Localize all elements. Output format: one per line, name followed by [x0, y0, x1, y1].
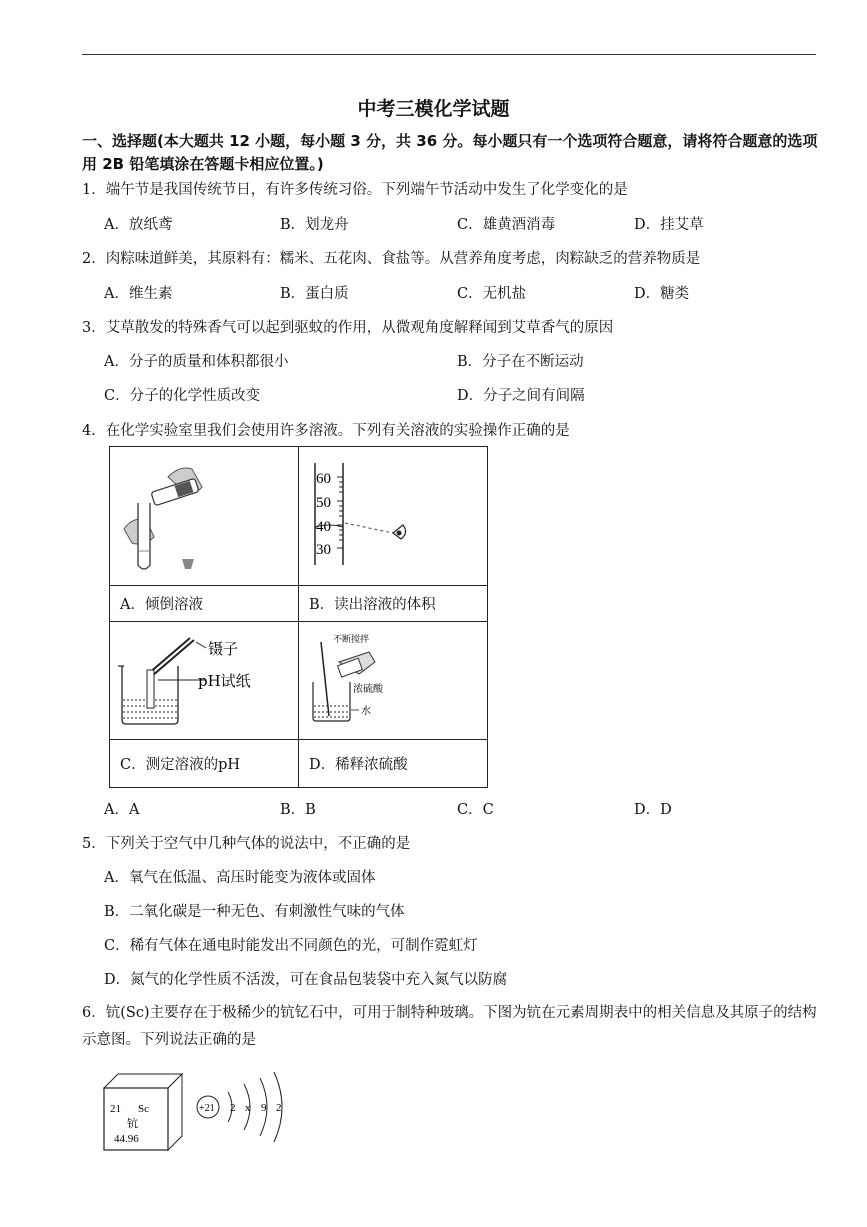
shell-2: x: [245, 1102, 251, 1114]
label-ph-paper: pH试纸: [198, 672, 251, 690]
nucleus-charge: +21: [199, 1103, 215, 1114]
figure-label-b: B．读出溶液的体积: [299, 586, 488, 622]
q1-option-a[interactable]: A．放纸鸢: [104, 217, 173, 233]
figure-label-d: D．稀释浓硫酸: [299, 740, 488, 788]
q2-option-c[interactable]: C．无机盐: [457, 286, 527, 302]
cylinder-tick-40: 40: [316, 519, 331, 535]
shell-3: 9: [261, 1102, 267, 1114]
figure-label-a: A．倾倒溶液: [110, 586, 299, 622]
q4-figure-table: [109, 446, 488, 788]
question-4-stem: 4．在化学实验室里我们会使用许多溶液。下列有关溶液的实验操作正确的是: [82, 423, 570, 439]
q3-option-c[interactable]: C．分子的化学性质改变: [104, 388, 261, 404]
q1-option-d[interactable]: D．挂艾草: [634, 217, 704, 233]
cylinder-tick-50: 50: [316, 495, 331, 511]
figure-b-cylinder: [299, 447, 488, 586]
q4-option-c[interactable]: C．C: [457, 802, 494, 818]
q4-option-b[interactable]: B．B: [280, 802, 316, 818]
question-2-stem: 2．肉粽味道鲜美，其原料有：糯米、五花肉、食盐等。从营养角度考虑，肉粽缺乏的营养物质是: [82, 251, 701, 267]
figure-c-ph: [110, 622, 299, 740]
element-name: 钪: [127, 1117, 138, 1130]
figure-d-dilute: [299, 622, 488, 740]
label-conc-acid: 浓硫酸: [353, 684, 383, 695]
question-5-stem: 5．下列关于空气中几种气体的说法中，不正确的是: [82, 836, 411, 852]
question-1-stem: 1．端午节是我国传统节日，有许多传统习俗。下列端午节活动中发生了化学变化的是: [82, 182, 628, 198]
scandium-figure: [100, 1070, 300, 1152]
q2-option-d[interactable]: D．糖类: [634, 286, 690, 302]
q3-option-b[interactable]: B．分子在不断运动: [457, 354, 584, 370]
q3-option-d[interactable]: D．分子之间有间隔: [457, 388, 585, 404]
q2-option-b[interactable]: B．蛋白质: [280, 286, 349, 302]
label-water: 水: [361, 706, 371, 717]
question-6-stem: 6．钪(Sc)主要存在于极稀少的钪钇石中，可用于制特种玻璃。下图为钪在元素周期表中的相关信息及其原子的结构示意图。下列说法正确的是: [82, 1005, 817, 1048]
page-title: 中考三模化学试题: [357, 98, 510, 120]
shell-4: 2: [276, 1102, 282, 1114]
label-stir: 不断搅拌: [333, 635, 370, 645]
cylinder-tick-60: 60: [316, 471, 331, 487]
q1-option-c[interactable]: C．雄黄酒消毒: [457, 217, 556, 233]
q5-option-d[interactable]: D．氮气的化学性质不活泼，可在食品包装袋中充入氮气以防腐: [104, 972, 508, 988]
cylinder-tick-30: 30: [316, 542, 331, 558]
figure-label-c: C．测定溶液的pH: [110, 740, 299, 788]
element-number: 21: [110, 1103, 121, 1115]
label-tweezers: 镊子: [208, 640, 239, 658]
q2-option-a[interactable]: A．维生素: [104, 286, 173, 302]
q1-option-b[interactable]: B．划龙舟: [280, 217, 349, 233]
element-symbol: Sc: [138, 1103, 149, 1115]
element-mass: 44.96: [114, 1133, 139, 1145]
q5-option-b[interactable]: B．二氧化碳是一种无色、有刺激性气味的气体: [104, 904, 405, 920]
q4-option-d[interactable]: D．D: [634, 802, 672, 818]
section-heading: 一、选择题(本大题共 12 小题，每小题 3 分，共 36 分。每小题只有一个选项符合题意，请将符合题意的选项用 2B 铅笔填涂在答题卡相应位置。): [82, 132, 818, 173]
q5-option-c[interactable]: C．稀有气体在通电时能发出不同颜色的光，可制作霓虹灯: [104, 938, 478, 954]
header-rule: [82, 54, 816, 55]
q5-option-a[interactable]: A．氧气在低温、高压时能变为液体或固体: [104, 870, 376, 886]
shell-1: 2: [230, 1102, 236, 1114]
q4-option-a[interactable]: A．A: [104, 802, 140, 818]
figure-a-pouring: [110, 447, 299, 586]
question-3-stem: 3．艾草散发的特殊香气可以起到驱蚊的作用，从微观角度解释闻到艾草香气的原因: [82, 320, 614, 336]
q3-option-a[interactable]: A．分子的质量和体积都很小: [104, 354, 289, 370]
